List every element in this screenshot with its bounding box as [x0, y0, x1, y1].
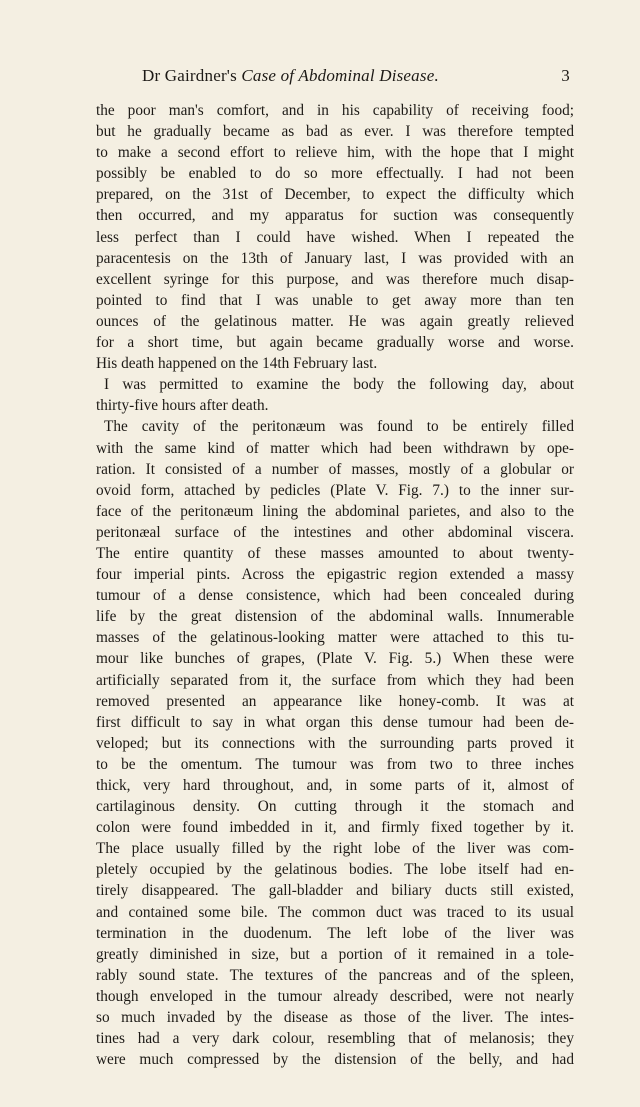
text-line: possibly be enabled to do so more effectually. I had not been [96, 165, 574, 183]
text-line: ration. It consisted of a number of masses, mostly of a globular or [96, 460, 574, 478]
text-line: artificially separated from it, the surface from which they had been [96, 671, 574, 689]
text-line: life by the great distension of the abdominal walls. Innumerable [96, 608, 574, 626]
text-line: ounces of the gelatinous matter. He was again greatly relieved [96, 312, 574, 330]
running-head [96, 66, 570, 90]
text-line: pletely occupied by the gelatinous bodies. The lobe itself had en- [96, 861, 574, 879]
running-title-author: Dr Gairdner's [142, 66, 237, 85]
text-line: for a short time, but again became gradually worse and worse. [96, 334, 574, 352]
text-line: thirty-five hours after death. [96, 397, 269, 415]
running-title [142, 66, 439, 86]
text-line: tines had a very dark colour, resembling that of melanosis; they [96, 1030, 574, 1048]
text-line: cartilaginous density. On cutting through it the stomach and [96, 798, 574, 816]
text-line: The cavity of the peritonæum was found to be entirely filled [104, 418, 574, 436]
text-line: then occurred, and my apparatus for suction was consequently [96, 207, 574, 225]
text-line: colon were found imbedded in it, and firmly fixed together by it. [96, 819, 574, 837]
text-line: the poor man's comfort, and in his capability of receiving food; [96, 102, 574, 119]
text-line: peritonæal surface of the intestines and other abdominal viscera. [96, 523, 574, 541]
running-title-italic: Case of Abdominal Disease. [241, 66, 439, 85]
text-line: to make a second effort to relieve him, with the hope that I might [96, 144, 574, 162]
text-line: greatly diminished in size, but a portion of it remained in a tole- [96, 945, 574, 963]
text-line: tirely disappeared. The gall-bladder and biliary ducts still existed, [96, 882, 574, 900]
text-line: excellent syringe for this purpose, and was therefore much disap- [96, 270, 574, 288]
text-line: paracentesis on the 13th of January last, I was provided with an [96, 249, 574, 267]
text-line: prepared, on the 31st of December, to expect the difficulty which [96, 186, 574, 204]
text-line: pointed to find that I was unable to get away more than ten [96, 291, 574, 309]
text-line: to be the omentum. The tumour was from two to three inches [96, 755, 574, 773]
text-line: rably sound state. The textures of the pancreas and of the spleen, [96, 966, 574, 984]
text-line: His death happened on the 14th February last. [96, 355, 378, 373]
text-line: with the same kind of matter which had been withdrawn by ope- [96, 439, 574, 457]
text-line: and contained some bile. The common duct was traced to its usual [96, 903, 574, 921]
text-line: first difficult to say in what organ this dense tumour had been de- [96, 713, 574, 731]
body-text [96, 100, 574, 1070]
text-line: tumour of a dense consistence, which had been concealed during [96, 587, 574, 605]
page-number: 3 [561, 66, 570, 85]
text-line: termination in the duodenum. The left lobe of the liver was [96, 924, 574, 942]
text-line: face of the peritonæum lining the abdominal parietes, and also to the [96, 502, 574, 520]
text-line: veloped; but its connections with the surrounding parts proved it [96, 734, 574, 752]
text-line: four imperial pints. Across the epigastric region extended a massy [96, 566, 574, 584]
text-line: so much invaded by the disease as those of the liver. The intes- [96, 1009, 574, 1027]
text-line: masses of the gelatinous-looking matter were attached to this tu- [96, 629, 574, 647]
text-line: but he gradually became as bad as ever. I was therefore tempted [96, 123, 574, 141]
text-line: removed presented an appearance like honey-comb. It was at [96, 692, 574, 710]
text-line: mour like bunches of grapes, (Plate V. Fig. 5.) When these were [96, 650, 574, 668]
text-line: I was permitted to examine the body the following day, about [104, 376, 574, 394]
text-line: were much compressed by the distension of the belly, and had [96, 1051, 574, 1069]
text-line: The entire quantity of these masses amounted to about twenty- [96, 544, 574, 562]
text-line: thick, very hard throughout, and, in some parts of it, almost of [96, 777, 574, 794]
text-line: though enveloped in the tumour already described, were not nearly [96, 987, 574, 1005]
text-line: The place usually filled by the right lobe of the liver was com- [96, 840, 574, 858]
text-line: less perfect than I could have wished. When I repeated the [96, 228, 574, 246]
text-line: ovoid form, attached by pedicles (Plate V. Fig. 7.) to the inner sur- [96, 481, 574, 499]
